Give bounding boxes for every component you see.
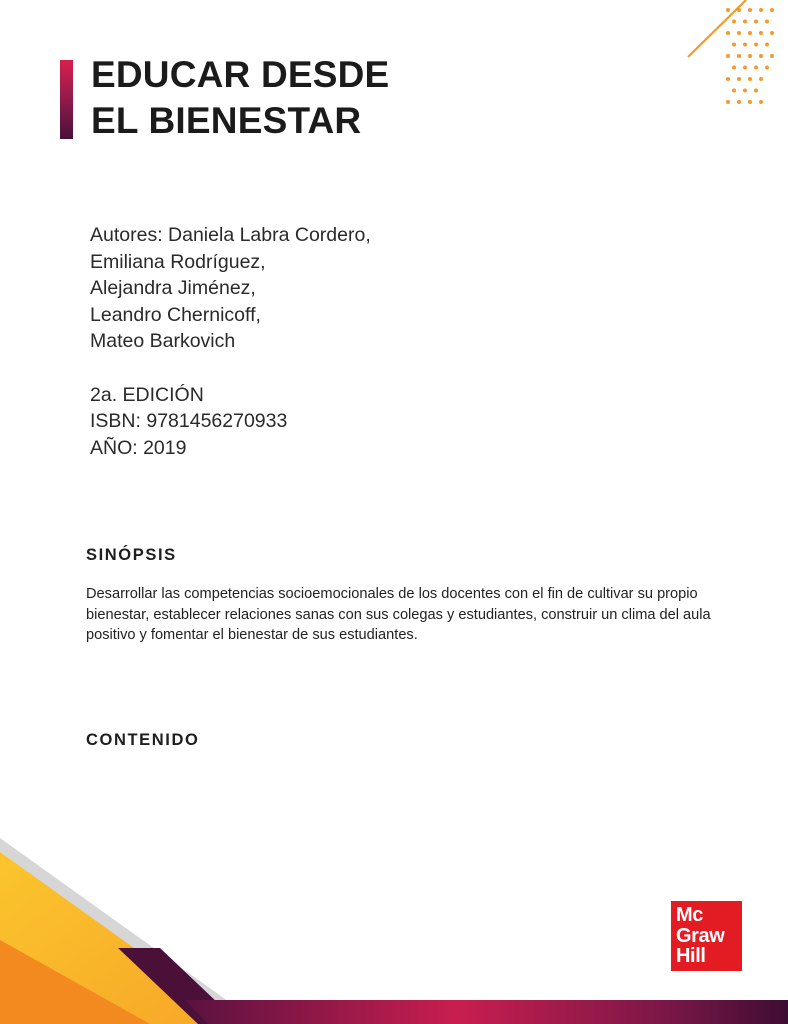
decorative-dot [737,31,741,35]
decorative-dot [765,43,769,47]
decorative-dot [765,20,769,24]
decorative-dot [726,100,730,104]
decorative-diagonal-line [688,0,746,57]
decorative-dot [748,77,752,81]
decorative-dot [765,66,769,70]
author-line: Alejandra Jiménez, [90,277,256,299]
decorative-dot [743,89,747,93]
decorative-dot [748,8,752,12]
decorative-dot [748,31,752,35]
decorative-dot [754,89,758,93]
decorative-dot [726,8,730,12]
decorative-dot [726,54,730,58]
book-title-line-1: EDUCAR DESDE [91,54,390,95]
decorative-dot [770,54,774,58]
decorative-dot [737,54,741,58]
decorative-dot [743,66,747,70]
decorative-dot [732,43,736,47]
decorative-dot [732,20,736,24]
author-line: Emiliana Rodríguez, [90,250,266,273]
decorative-dot [737,100,741,104]
author-line: Leandro Chernicoff, [90,303,261,326]
decorative-dots-pattern [680,0,788,115]
title-accent-bar [60,60,73,139]
isbn-label: ISBN: 9781456270933 [90,410,288,432]
edition-label: 2a. EDICIÓN [90,383,204,406]
decorative-dot [732,66,736,70]
decorative-dot [743,20,747,24]
logo-line-2: Graw [676,924,725,947]
synopsis-text: Desarrollar las competencias socioemocionales de los docentes con el fin de cultivar su propio bienestar, establecer relaciones sanas con sus colegas y estudiantes, construir un clima del aula positivo y fomentar el bienestar de sus estudiantes. [86,586,711,643]
decorative-bottom-graphic [0,830,788,1024]
logo-line-1: Mc [676,904,703,926]
decorative-dot [759,31,763,35]
decorative-dot-grid [726,8,774,104]
mcgraw-hill-logo [671,901,742,971]
book-details [90,222,371,461]
decorative-dot [726,31,730,35]
decorative-dot [754,43,758,47]
spacer [90,355,371,382]
decorative-dot [748,100,752,104]
synopsis-heading: SINÓPSIS [86,546,177,564]
logo-line-3: Hill [676,945,706,967]
author-line: Autores: Daniela Labra Cordero, [90,224,371,246]
decorative-dot [770,8,774,12]
decorative-dot [754,20,758,24]
author-line: Mateo Barkovich [90,330,236,352]
decorative-dot [770,31,774,35]
decorative-dot [748,54,752,58]
decorative-dot [743,43,747,47]
decorative-dot [759,8,763,12]
decorative-dot [737,77,741,81]
decorative-dot [737,8,741,12]
book-title-line-2: EL BIENESTAR [91,100,362,141]
contents-heading: CONTENIDO [86,731,200,749]
decorative-dot [726,77,730,81]
year-label: AÑO: 2019 [90,436,187,459]
decorative-dot [759,54,763,58]
decorative-bottom-band [185,1000,788,1024]
book-title [91,52,389,144]
decorative-dot [754,66,758,70]
decorative-dot [732,89,736,93]
decorative-dot [759,100,763,104]
decorative-dot [759,77,763,81]
